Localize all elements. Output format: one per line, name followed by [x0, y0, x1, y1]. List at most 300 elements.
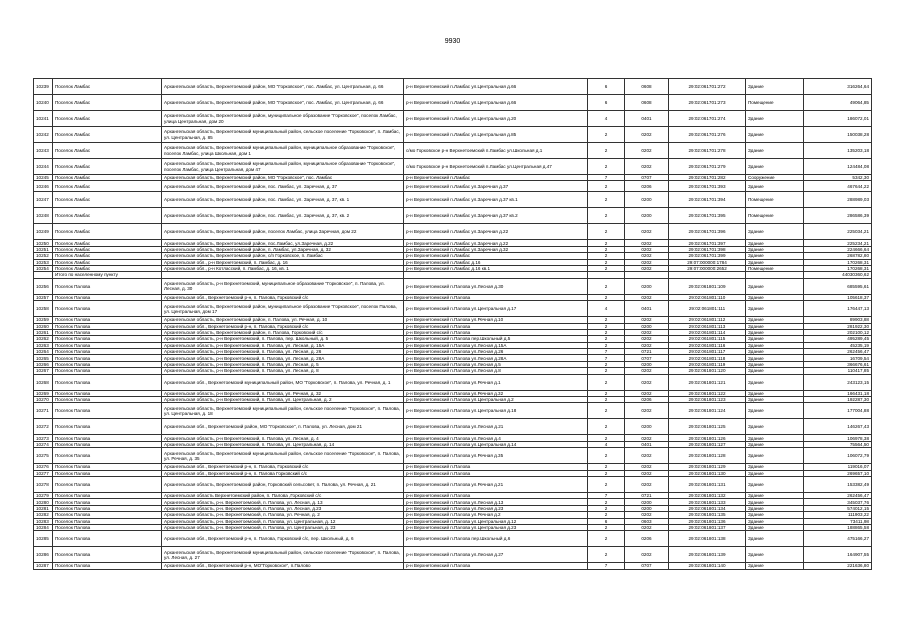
location-short: р-н Верхнетоемский п.Палова ул.Лесная д.4 [404, 435, 588, 441]
settlement-name: Итого по населенному пункту [53, 272, 162, 278]
object-type: Здание [746, 336, 804, 342]
table-row [34, 374, 872, 390]
location-short: р-н Верхнетоемский п.Ламбас ул.Заречная д.22 [404, 224, 588, 240]
cadastral-number: 29:02:061701:395 [669, 208, 746, 224]
cadastral-value: 106072,79 [804, 448, 872, 464]
row-number: 10248 [34, 208, 53, 224]
full-address: Архангельская область, Верхнетоемский муниципальный район, муниципальное образование "Горковское", поселок Ламбас, улица Школьная, дом 1 [162, 143, 404, 159]
row-number: 10278 [34, 476, 53, 492]
object-type: Помещение [746, 208, 804, 224]
table-row [34, 127, 872, 143]
code-b: 0202 [625, 240, 669, 246]
cadastral-value: 243123,15 [804, 374, 872, 390]
object-type: Здание [746, 512, 804, 518]
code-b: 0707 [625, 355, 669, 361]
cadastral-value: 5342,30 [804, 175, 872, 181]
settlement-name: Поселок Палова [53, 512, 162, 518]
settlement-name: Поселок Палова [53, 563, 162, 569]
settlement-name: Поселок Палова [53, 403, 162, 419]
location-short: р-н Верхнетоемский п.Палова ул.Лесная д.15А [404, 342, 588, 348]
full-address: Архангельская область, Верхнетоемский муниципальный район, сельское поселение "Горковское", п. Ламбас, ул. Центральная, д. 85 [162, 127, 404, 143]
row-number: 10242 [34, 127, 53, 143]
row-number: 10257 [34, 294, 53, 300]
code-b: 0202 [625, 524, 669, 530]
cadastral-value: 150038,28 [804, 127, 872, 143]
cadastral-value: 202100,12 [804, 329, 872, 335]
code-b: 0202 [625, 547, 669, 563]
full-address: Архангельская область, Верхнетоемский район, пос. Ламбас, ул. Заречная, д. 37 [162, 181, 404, 192]
code-a: 2 [588, 368, 625, 374]
row-number: 10246 [34, 181, 53, 192]
cadastral-value: 44030360,62 [804, 272, 872, 278]
code-b: 0202 [625, 253, 669, 259]
table-row [34, 403, 872, 419]
settlement-name: Поселок Ламбас [53, 224, 162, 240]
settlement-name: Поселок Ламбас [53, 127, 162, 143]
object-type: Здание [746, 278, 804, 294]
settlement-name: Поселок Палова [53, 294, 162, 300]
code-a: 2 [588, 390, 625, 396]
object-type: Здание [746, 448, 804, 464]
code-a: 2 [588, 224, 625, 240]
cadastral-number: 29:02:061801:118 [669, 355, 746, 361]
code-b: 0202 [625, 464, 669, 470]
cadastral-value: 345037,76 [804, 499, 872, 505]
location-short: р-н Верхнетоемский п.Ламбас ул.Заречная д.37 кв.2 [404, 208, 588, 224]
row-number: 10266 [34, 361, 53, 367]
object-type: Здание [746, 355, 804, 361]
code-a: 2 [588, 253, 625, 259]
code-a: 7 [588, 492, 625, 498]
settlement-name: Поселок Палова [53, 531, 162, 547]
full-address: Архангельская область, Верхнетоемский район, пос. Ламбас, ул. Заречная, д. 37, кв. 1 [162, 192, 404, 208]
location-short: р-н Верхнетоемский п.Палова [404, 563, 588, 569]
location-short: р-н Верхнетоемский п.Палова ул.Центральная д.23 [404, 524, 588, 530]
full-address: Архангельская обл., Верхнетоемский район, МО "Горковское", п. Палова, ул. Лесная, дом 21 [162, 419, 404, 435]
row-number: 10252 [34, 253, 53, 259]
code-a: 6 [588, 95, 625, 111]
full-address: Архангельская область, р-н. Верхнетоемский, п. Палова, ул. Центральная, д. 12 [162, 518, 404, 524]
cadastral-number: 29:02:061801:116 [669, 342, 746, 348]
location-short: р-н Верхнетоемский п.Палова ул.Лесная д.8 [404, 368, 588, 374]
object-type: Здание [746, 301, 804, 317]
settlement-name: Поселок Палова [53, 336, 162, 342]
code-b: 0707 [625, 175, 669, 181]
cadastral-number: 29:02:061801:120 [669, 368, 746, 374]
cadastral-value: 475166,27 [804, 531, 872, 547]
object-type: Здание [746, 349, 804, 355]
cadastral-value: 269657,10 [804, 470, 872, 476]
cadastral-number: 29:02:061701:399 [669, 253, 746, 259]
cadastral-value: 467644,22 [804, 181, 872, 192]
full-address: Архангельская область, р-н Верхнетоемский, п. Палова, ул. Лесная, д. 28А [162, 355, 404, 361]
cadastral-value: 89903,88 [804, 317, 872, 323]
full-address: Архангельская область, Верхнетоемский район, с/п Горковское, п. Ламбас [162, 253, 404, 259]
cadastral-value: 316264,64 [804, 79, 872, 95]
code-a: 2 [588, 329, 625, 335]
full-address: Архангельская область, р-н Верхнетоемский, муниципальное образование "Горковское", п. Палова, ул. Лесная, д. 30 [162, 278, 404, 294]
code-a: 4 [588, 301, 625, 317]
row-number: 10281 [34, 505, 53, 511]
row-number: 10262 [34, 336, 53, 342]
cadastral-value: 268782,80 [804, 253, 872, 259]
settlement-name: Поселок Палова [53, 361, 162, 367]
table-row [34, 278, 872, 294]
settlement-name: Поселок Палова [53, 342, 162, 348]
full-address: Архангельская область, Верхнетоемский район, пос.Ламбас, ул.Заречная, д.22 [162, 240, 404, 246]
code-b: 0202 [625, 265, 669, 271]
code-a: 2 [588, 317, 625, 323]
object-type: Здание [746, 464, 804, 470]
full-address: Архангельская область Верхнетоемский район, п. Палова ,Горковский с/с [162, 492, 404, 498]
cadastral-number: 29:02:061801:112 [669, 317, 746, 323]
code-a: 7 [588, 349, 625, 355]
object-type: Здание [746, 294, 804, 300]
full-address: Архангельская обл., Верхнетоемский р-н, п. Палова Горковский с/с [162, 470, 404, 476]
full-address: Архангельская обл., Верхнетоемский р-н, п. Палова, Горковский с/с, пер. Школьный, д. 6 [162, 531, 404, 547]
row-number: 10283 [34, 518, 53, 524]
table-row [34, 159, 872, 175]
cadastral-value: 49064,85 [804, 95, 872, 111]
cadastral-number: 29:02:061801:122 [669, 390, 746, 396]
settlement-name: Поселок Палова [53, 301, 162, 317]
table-row [34, 181, 872, 192]
code-a: 2 [588, 374, 625, 390]
full-address: Архангельская область, р-н. Верхнетоемский, п. Палова, ул. Центральная, д. 23 [162, 524, 404, 530]
full-address: Архангельская область, Верхнетоемский район, Горковский сельсовет, п. Палова, ул. Речная, д. 21 [162, 476, 404, 492]
object-type: Здание [746, 403, 804, 419]
code-a: 6 [588, 518, 625, 524]
object-type: Здание [746, 397, 804, 403]
object-type: Здание [746, 246, 804, 252]
code-a: 2 [588, 246, 625, 252]
settlement-name: Поселок Ламбас [53, 175, 162, 181]
settlement-name: Поселок Палова [53, 476, 162, 492]
settlement-name: Поселок Ламбас [53, 159, 162, 175]
settlement-name: Поселок Ламбас [53, 240, 162, 246]
cadastral-number: 29:02:061701:278 [669, 143, 746, 159]
table-row [34, 208, 872, 224]
cadastral-value: 224666,64 [804, 246, 872, 252]
row-number: 10239 [34, 79, 53, 95]
cadastral-value: 106978,38 [804, 435, 872, 441]
code-a: 2 [588, 323, 625, 329]
cadastral-number: 29:02:061801:113 [669, 323, 746, 329]
code-a: 7 [588, 355, 625, 361]
full-address: Архангельская обл., Верхнетоемский муниципальный район, МО "Горковское", п. Палова, ул. Речная, д. 1 [162, 374, 404, 390]
cadastral-number: 29:07:000000:2652 [669, 265, 746, 271]
full-address: Архангельская область, Верхнетоемский район, муниципальное образование "Горковское", поселок Ламбас, улица Центральная, дом 20 [162, 111, 404, 127]
code-b: 0401 [625, 301, 669, 317]
full-address: Архангельская область, Верхнетоемский муниципальный район, муниципальное образование "Горковское", поселок Ламбас, улица Центральная, дом 47 [162, 159, 404, 175]
object-type: Здание [746, 159, 804, 175]
cadastral-number: 29:02:061701:394 [669, 192, 746, 208]
settlement-name: Поселок Палова [53, 518, 162, 524]
row-number: 10282 [34, 512, 53, 518]
location-short: р-н Верхнетоемский п.Ламбас ул.Заречная д.37 кв.1 [404, 192, 588, 208]
cadastral-value: 45235,19 [804, 342, 872, 348]
code-b: 0202 [625, 403, 669, 419]
cadastral-value: 153382,49 [804, 476, 872, 492]
page-number: 9930 [444, 38, 461, 45]
full-address: Архангельская область, Верхнетоемский район, п. Ламбас, ул.Заречная, д. 32 [162, 246, 404, 252]
code-a: 2 [588, 181, 625, 192]
object-type: Здание [746, 531, 804, 547]
code-a: 2 [588, 294, 625, 300]
code-a: 2 [588, 336, 625, 342]
location-short: р-н Верхнетоемский п.Ламбас [404, 175, 588, 181]
cadastral-number: 29:02:061701:282 [669, 175, 746, 181]
code-b: 0200 [625, 419, 669, 435]
settlement-name: Поселок Палова [53, 499, 162, 505]
settlement-name: Поселок Палова [53, 448, 162, 464]
object-type: Здание [746, 361, 804, 367]
code-b: 0200 [625, 208, 669, 224]
settlement-name: Поселок Палова [53, 492, 162, 498]
settlement-name: Поселок Палова [53, 349, 162, 355]
row-number: 10272 [34, 419, 53, 435]
cadastral-value: 177004,88 [804, 403, 872, 419]
object-type: Здание [746, 259, 804, 265]
code-a: 2 [588, 464, 625, 470]
row-number: 10279 [34, 492, 53, 498]
full-address: Архангельская область, Верхнетоемский район, поселок Ламбас, улица Заречная, дом 22 [162, 224, 404, 240]
location-short: р-н Верхнетоемский п.Палова ул.Речная д.2 [404, 512, 588, 518]
cadastral-value: 111903,22 [804, 512, 872, 518]
code-a: 4 [588, 441, 625, 447]
location-short: р-н Верхнетоемский п.Ламбас ул.Центральная д.66 [404, 95, 588, 111]
full-address: Архангельская обл., Верхнетоемский р-н, п. Палова, Горковский с/с [162, 294, 404, 300]
code-a: 2 [588, 143, 625, 159]
settlement-name: Поселок Ламбас [53, 259, 162, 265]
full-address: Архангельская область, Верхнетоемский район, муниципальное образование "Горковское", поселок Палова, ул. Центральная, дом 17 [162, 301, 404, 317]
cadastral-number: 29:02:061801:109 [669, 278, 746, 294]
object-type: Здание [746, 224, 804, 240]
code-b: 0206 [625, 531, 669, 547]
cadastral-number: 29:02:061801:117 [669, 349, 746, 355]
location-short: р-н Верхнетоемский п.Палова ул.Центральная д.14 [404, 441, 588, 447]
cadastral-value: 105618,37 [804, 294, 872, 300]
cadastral-number: 29:02:061801:115 [669, 336, 746, 342]
code-b: 0202 [625, 224, 669, 240]
full-address: Архангельская область, р-н. Верхнетоемский, п. Палова, ул. Лесная, д.23 [162, 505, 404, 511]
code-b: 0202 [625, 435, 669, 441]
row-number: 10259 [34, 317, 53, 323]
code-b: 0202 [625, 259, 669, 265]
code-a: 7 [588, 563, 625, 569]
row-number: 10273 [34, 435, 53, 441]
location-short: р-н Верхнетоемский п.Палова [404, 464, 588, 470]
object-type: Здание [746, 127, 804, 143]
code-b: 0200 [625, 505, 669, 511]
object-type: Помещение [746, 192, 804, 208]
row-number: 10285 [34, 531, 53, 547]
cadastral-number: 29:02:061801:126 [669, 435, 746, 441]
row-number: 10274 [34, 441, 53, 447]
code-b: 0202 [625, 512, 669, 518]
object-type: Здание [746, 492, 804, 498]
location-short: р-н Верхнетоемский п.Палова ул.Центральная д.17 [404, 301, 588, 317]
row-number: 10254 [34, 265, 53, 271]
row-number: 10240 [34, 95, 53, 111]
location-short: р-н Верхнетоемский п.Палова ул.Лесная д.23 [404, 505, 588, 511]
cadastral-number: 29:02:061701:272 [669, 79, 746, 95]
code-a: 2 [588, 470, 625, 476]
location-short: р-н Верхнетоемский п.Палова пер.Школьный д.5 [404, 336, 588, 342]
cadastral-value: 16709,54 [804, 355, 872, 361]
object-type: Здание [746, 390, 804, 396]
full-address: Архангельская область, Верхнетоемский район, МО "Горковское", пос. Ламбас, ул. Центральная, д. 66 [162, 79, 404, 95]
full-address: Архангельская область, Верхнетоемский район, п. Палова, Горковский с/с [162, 329, 404, 335]
code-a: 2 [588, 499, 625, 505]
cadastral-number: 29:02:061801:134 [669, 505, 746, 511]
cadastral-number: 29:02:061701:396 [669, 224, 746, 240]
code-b: 0202 [625, 342, 669, 348]
full-address: Архангельская обл., Верхнетоемский р-н, МО"Горковское", п.Палово [162, 563, 404, 569]
cadastral-value: 225234,21 [804, 240, 872, 246]
location-short: р-н Верхнетоемский п.Палова ул.Лесная д.28А [404, 355, 588, 361]
object-type: Здание [746, 476, 804, 492]
cadastral-number: 29:02:061801:137 [669, 524, 746, 530]
code-a: 2 [588, 419, 625, 435]
object-type: Помещение [746, 95, 804, 111]
full-address: Архангельская область, р-н Верхнетоемский, п. Палова, ул. Центральная, д. 14 [162, 441, 404, 447]
code-b: 0200 [625, 323, 669, 329]
row-number: 10271 [34, 403, 53, 419]
table-row [34, 448, 872, 464]
object-type: Здание [746, 323, 804, 329]
cadastral-number: 29:02:061801:119 [669, 361, 746, 367]
object-type: Здание [746, 547, 804, 563]
cadastral-number: 29:02:061801:136 [669, 518, 746, 524]
settlement-name: Поселок Палова [53, 470, 162, 476]
settlement-name: Поселок Ламбас [53, 208, 162, 224]
full-address: Архангельская обл., Верхнетоемский р-н, п. Палова, Горковский с/с [162, 323, 404, 329]
code-a: 2 [588, 448, 625, 464]
full-address: Архангельская область, Верхнетоемский район, МО "Горковское", пос. Ламбас [162, 175, 404, 181]
code-a: 2 [588, 192, 625, 208]
cadastral-value: 281922,30 [804, 323, 872, 329]
object-type: Здание [746, 253, 804, 259]
full-address: Архангельская область, р-н Верхнетоемский, п. Палова, ул. Лесная, д. 15А [162, 342, 404, 348]
location-short: р-н Верхнетоемский п.Палова ул.Речная д.10 [404, 317, 588, 323]
full-address: Архангельская обл., Верхнетоемский р-н, п. Палова, Горковский с/с [162, 464, 404, 470]
code-a: 2 [588, 361, 625, 367]
code-b: 0608 [625, 79, 669, 95]
location-short: р-н Верхнетоемский п.Палова [404, 294, 588, 300]
settlement-name: Поселок Палова [53, 323, 162, 329]
table-row [34, 531, 872, 547]
cadastral-number: 29:02:061801:123 [669, 397, 746, 403]
settlement-name: Поселок Палова [53, 441, 162, 447]
location-short: р-н Верхнетоемский п.Ламбас д.16 [404, 259, 588, 265]
code-a: 2 [588, 342, 625, 348]
cadastral-number: 29:02:061801:135 [669, 512, 746, 518]
settlement-name: Поселок Палова [53, 435, 162, 441]
row-number: 10261 [34, 329, 53, 335]
row-number: 10241 [34, 111, 53, 127]
cadastral-value: 225034,21 [804, 224, 872, 240]
cadastral-value: 366676,61 [804, 361, 872, 367]
location-short: р-н Верхнетоемский п.Палова [404, 492, 588, 498]
location-short: р-н Верхнетоемский п.Ламбас д.16 кв.1 [404, 265, 588, 271]
code-b: 0200 [625, 192, 669, 208]
full-address: Архангельская область, р-н Верхнетоемский, п. Палова, ул. Лесная, д. 26 [162, 349, 404, 355]
table-row [34, 547, 872, 563]
row-number: 10249 [34, 224, 53, 240]
code-b: 0603 [625, 518, 669, 524]
object-type: Здание [746, 240, 804, 246]
code-a: 2 [588, 127, 625, 143]
full-address: Архангельская область, Верхнетоемский муниципальный район, сельское поселение "Горковское", п. Палова, ул. Центральная, д. 18 [162, 403, 404, 419]
location-short: р-н Верхнетоемский п.Палова ул.Лесная д.21 [404, 419, 588, 435]
table-row [34, 224, 872, 240]
object-type: Здание [746, 329, 804, 335]
cadastral-number: 29:02:061701:274 [669, 111, 746, 127]
cadastral-value: 110417,85 [804, 368, 872, 374]
row-number: 10256 [34, 278, 53, 294]
row-number: 10277 [34, 470, 53, 476]
object-type: Здание [746, 374, 804, 390]
cadastral-value: 146267,43 [804, 419, 872, 435]
cadastral-number: 29:02:061801:132 [669, 492, 746, 498]
location-short: р-н Верхнетоемский п.Ламбас ул.Центральная д.66 [404, 79, 588, 95]
code-b: 0202 [625, 368, 669, 374]
object-type: Здание [746, 342, 804, 348]
settlement-name: Поселок Палова [53, 397, 162, 403]
location-short: р-н Верхнетоемский п.Палова ул.Речная д.32 [404, 390, 588, 396]
settlement-name: Поселок Палова [53, 374, 162, 390]
code-b: 0206 [625, 181, 669, 192]
row-number: 10267 [34, 368, 53, 374]
table-row [34, 476, 872, 492]
settlement-name: Поселок Ламбас [53, 253, 162, 259]
cadastral-value: 288989,03 [804, 192, 872, 208]
full-address: Архангельская область, р-н Верхнетоемский, п. Палова, ул. Речная, д. 32 [162, 390, 404, 396]
location-short: р-н Верхнетоемский п.Палова ул.Центральная д.2 [404, 397, 588, 403]
cadastral-number: 29:02:061801:128 [669, 448, 746, 464]
cadastral-number: 29:02:061801:124 [669, 403, 746, 419]
settlement-name: Поселок Палова [53, 505, 162, 511]
location-short: р-н Верхнетоемский п.Палова [404, 329, 588, 335]
code-b: 0202 [625, 470, 669, 476]
cadastral-number: 29:02:061801:127 [669, 441, 746, 447]
table-row [34, 563, 872, 569]
code-b: 0721 [625, 492, 669, 498]
object-type: Здание [746, 181, 804, 192]
cadastral-number: 29:02:061701:279 [669, 159, 746, 175]
cadastral-value: 75564,50 [804, 441, 872, 447]
settlement-name: Поселок Палова [53, 464, 162, 470]
cadastral-number: 29:02:061801:121 [669, 374, 746, 390]
cadastral-number: 29:02:061801:138 [669, 531, 746, 547]
location-short: р-н Верхнетоемский п.Палова ул.Центральная д.18 [404, 403, 588, 419]
cadastral-value: 495289,45 [804, 336, 872, 342]
object-type: Здание [746, 505, 804, 511]
cadastral-number: 29:02:061701:273 [669, 95, 746, 111]
cadastral-value: 170268,31 [804, 259, 872, 265]
code-a: 2 [588, 505, 625, 511]
cadastral-number: 29:07:000000:1784 [669, 259, 746, 265]
object-type: Здание [746, 79, 804, 95]
full-address: Архангельская область, р-н. Верхнетоемский, п. Палова, ул. Речная, д. 2 [162, 512, 404, 518]
code-a: 2 [588, 397, 625, 403]
settlement-name: Поселок Палова [53, 278, 162, 294]
row-number: 10260 [34, 323, 53, 329]
settlement-name: Поселок Ламбас [53, 95, 162, 111]
object-type: Помещение [746, 265, 804, 271]
location-short: р-н Верхнетоемский п.Ламбас [404, 253, 588, 259]
